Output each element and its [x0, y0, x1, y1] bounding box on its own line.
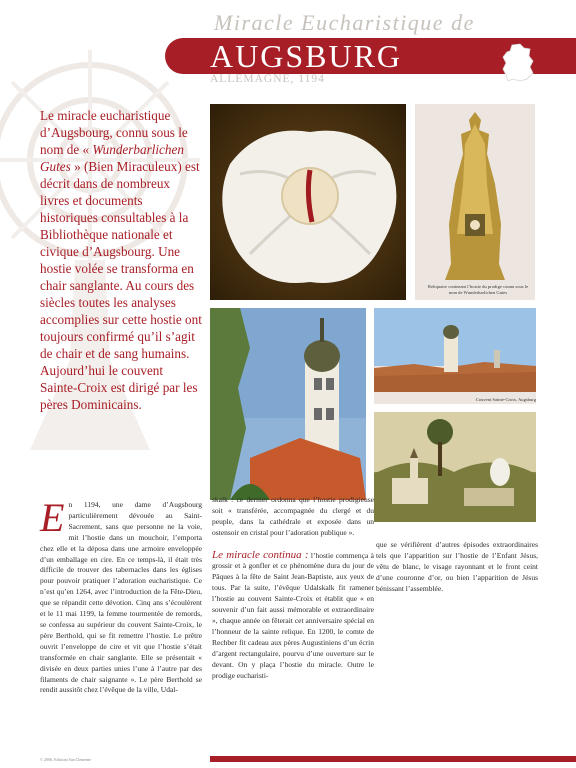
column-2-text-a: skalk : ce dernier ordonna que l’hostie prodigieuse soit « transférée, accompagnée du clergé et du peuple, dans la cathédrale et exposée dans un ostensoir en cristal pour l’adoration publique ». [212, 495, 374, 537]
article-column-2 [212, 495, 374, 681]
intro-text [40, 107, 202, 413]
intro-italic: Wunderbarlichen Gutes [40, 142, 184, 174]
reliquary-caption: Reliquaire contenant l’hostie du prodige connu sous le nom de Wunderbarlichen Gutes [427, 284, 529, 295]
article-column-3 [376, 540, 538, 595]
page-title: AUGSBURG [210, 38, 403, 74]
host-photo [210, 104, 406, 300]
article-body [40, 495, 548, 742]
column-3-text: que se vérifièrent d’autres épisodes extraordinaires tels que l’apparition sur l’hostie de l’Enfant Jésus, vêtu de blanc, le visage rayonnant et le front ceint d’une couronne d’or, ou bien l’apparition de Jésus bénissant l’assemblée. [376, 540, 538, 593]
subheading: Le miracle continua : [212, 548, 309, 561]
church-tower-photo [210, 308, 366, 500]
copyright: © 2006, Edizioni San Clemente [40, 757, 91, 762]
footer-bar [210, 756, 576, 762]
reliquary-photo [415, 104, 535, 300]
article-column-1 [40, 495, 202, 696]
intro-part1: Le miracle eucharistique d’Augsbourg, connu sous le nom de « [40, 108, 188, 157]
column-2-text-b: l’hostie commença à grossir et à gonfler et ce phénomène dura du jour de Pâques à la fête de Saint Jean-Baptiste, aux yeux de tous. Par la suite, l’évêque Udalskalk fit ramener l’hostie au couvent Sainte-Croix et établit que « en souvenir d’un fait aussi mémorable et extraordinaire », chaque année on fêterait cet anniversaire spécial en l’honneur de la sainte relique. En 1200, le comte de Rechber fit cadeau aux pères Augustiniens d’un écrin d’argent rectangulaire, pourvu d’une ouverture sur le devant. On y plaça l’hostie du miracle. Outre le prodige eucharisti- [212, 550, 375, 680]
convent-photo [374, 308, 536, 404]
header-kicker: Miracle Eucharistique de [214, 10, 475, 35]
drop-cap: E [40, 495, 65, 540]
column-1-text: n 1194, une dame d’Augsbourg particulièrement dévouée au Saint-Sacrement, sans que personne ne la voie, mit l’hostie dans un mouchoir, l’emporta chez elle et la déposa dans une armoire enveloppée d’un emballage en cire. En ce temps-là, il était très difficile de trouver des tabernacles dans les églises pour pouvoir pratiquer l’adoration eucharistique. Ce n’est qu’en 1264, avec l’introduction de la Fête-Dieu, que se répandit cette dévotion. Cinq ans s’écoulèrent et le 11 mai 1199, la femme tourmentée de remords, se confessa au supérieur du couvent Sainte-Croix, le père Berthold, qui se fit remettre l’hostie. Le prêtre ouvrit l’enveloppe de cire et vit que l’hostie s’était transformée en chair sanglante. Elle se présentait « divisée en deux parties unies l’une à l’autre par des filaments de chair saignante ». Le père Berthold se rendit aussitôt chez l’évêque de la ville, Udal- [40, 500, 202, 695]
intro-part2: » (Bien Miraculeux) est décrit dans de nombreux livres et documents historiques consultables à la Bibliothèque nationale et civique d’Augsbourg. Une hostie volée se transforma en chair sanglante. Au cours des siècles toutes les analyses accomplies sur cette hostie ont toujours confirmé qu’il s’agit de chair et de sang humains. Aujourd’hui le couvent Sainte-Croix est dirigé par les pères Dominicains. [40, 159, 202, 412]
country-year: ALLEMAGNE, 1194 [210, 73, 325, 85]
convent-caption: Couvent Sainte-Croix, Augsburg [475, 397, 536, 402]
germany-map-icon [500, 43, 536, 83]
